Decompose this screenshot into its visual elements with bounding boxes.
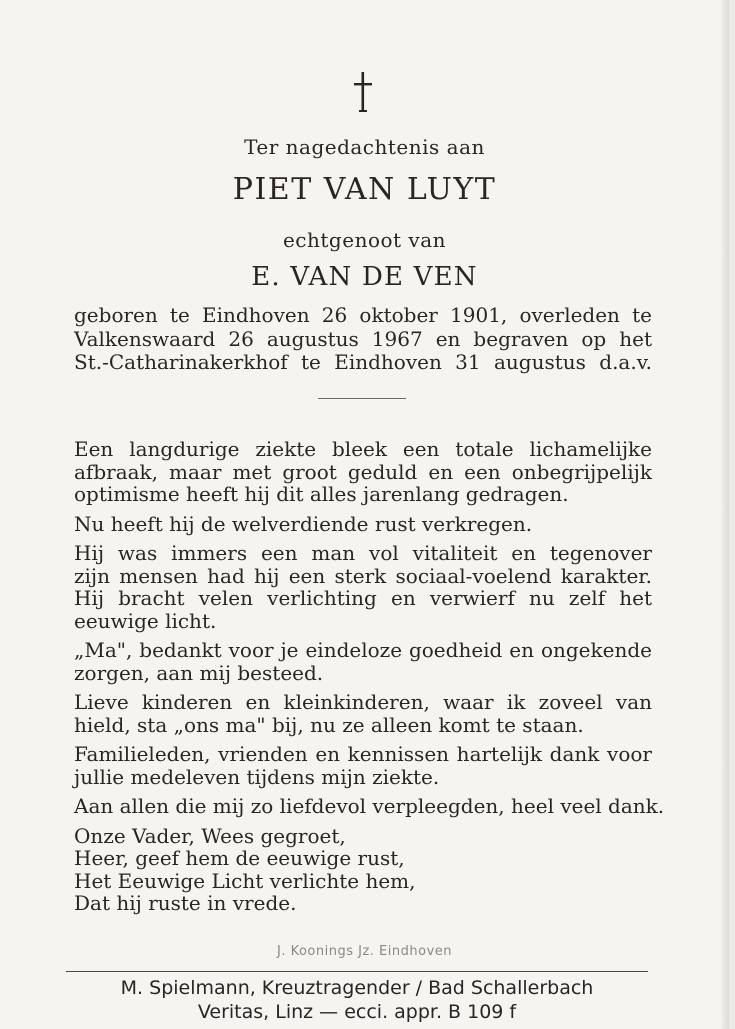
prayer bbox=[74, 825, 652, 915]
footer-rule bbox=[66, 971, 648, 972]
paragraph bbox=[74, 438, 652, 506]
text-line: afbraak, maar met groot geduld en een onbegrijpelijk bbox=[74, 459, 652, 484]
divider bbox=[318, 398, 406, 399]
relation-text: echtgenoot van bbox=[282, 228, 447, 252]
text-line: Aan allen die mij zo liefdevol verpleegden, heel veel dank. bbox=[74, 794, 665, 818]
publisher-line: Veritas, Linz — ecci. appr. B 109 f bbox=[197, 1001, 517, 1023]
deceased-name: PIET VAN LUYT bbox=[232, 172, 497, 207]
paragraph bbox=[74, 691, 652, 736]
spouse-name: E. VAN DE VEN bbox=[251, 262, 478, 292]
memorial-heading: Ter nagedachtenis aan bbox=[244, 135, 485, 159]
prayer-line: Onze Vader, Wees gegroet, bbox=[74, 823, 346, 848]
memorial-text bbox=[74, 437, 665, 915]
biography bbox=[74, 304, 652, 375]
text-line: Hij was immers een man vol vitaliteit en tegenover bbox=[74, 541, 652, 565]
biography-line: St.-Catharinakerkhof te Eindhoven 31 augustus d.a.v. bbox=[74, 350, 652, 374]
text-line: jullie medeleven tijdens mijn ziekte. bbox=[74, 764, 440, 789]
publisher-line: M. Spielmann, Kreuztragender / Bad Schallerbach bbox=[120, 977, 594, 999]
prayer-line: Dat hij ruste in vrede. bbox=[74, 891, 297, 915]
text-line: Familieleden, vrienden en kennissen hartelijk dank voor bbox=[74, 742, 652, 766]
biography-line: geboren te Eindhoven 26 oktober 1901, overleden te bbox=[74, 303, 652, 327]
text-line: eeuwige licht. bbox=[74, 608, 217, 633]
printer-credit: J. Koonings Jz. Eindhoven bbox=[277, 944, 452, 959]
paragraph bbox=[74, 794, 665, 818]
text-line: Een langdurige ziekte bleek een totale lichamelijke bbox=[74, 437, 652, 461]
text-line: zijn mensen had hij een sterk sociaal-voelend karakter. bbox=[74, 563, 652, 588]
text-line: Hij bracht velen verlichting en verwierf nu zelf het bbox=[74, 586, 652, 610]
cross-icon bbox=[352, 70, 374, 114]
text-line: zorgen, aan mij besteed. bbox=[74, 660, 324, 685]
text-line: Lieve kinderen en kleinkinderen, waar ik zoveel van bbox=[74, 690, 652, 714]
paragraph bbox=[74, 542, 652, 632]
text-line: hield, sta „ons ma" bij, nu ze alleen komt te staan. bbox=[74, 712, 584, 737]
text-line: „Ma", bedankt voor je eindeloze goedheid en ongekende bbox=[74, 638, 652, 662]
prayer-line: Het Eeuwige Licht verlichte hem, bbox=[74, 868, 416, 893]
text-line: Nu heeft hij de welverdiende rust verkregen. bbox=[74, 511, 533, 536]
paragraph bbox=[74, 639, 652, 684]
text-line: optimisme heeft hij dit alles jarenlang gedragen. bbox=[74, 482, 569, 506]
paragraph bbox=[74, 743, 652, 788]
biography-line: Valkenswaard 26 augustus 1967 en begraven op het bbox=[74, 326, 652, 351]
paragraph bbox=[74, 513, 652, 536]
prayer-line: Heer, geef hem de eeuwige rust, bbox=[74, 846, 405, 870]
